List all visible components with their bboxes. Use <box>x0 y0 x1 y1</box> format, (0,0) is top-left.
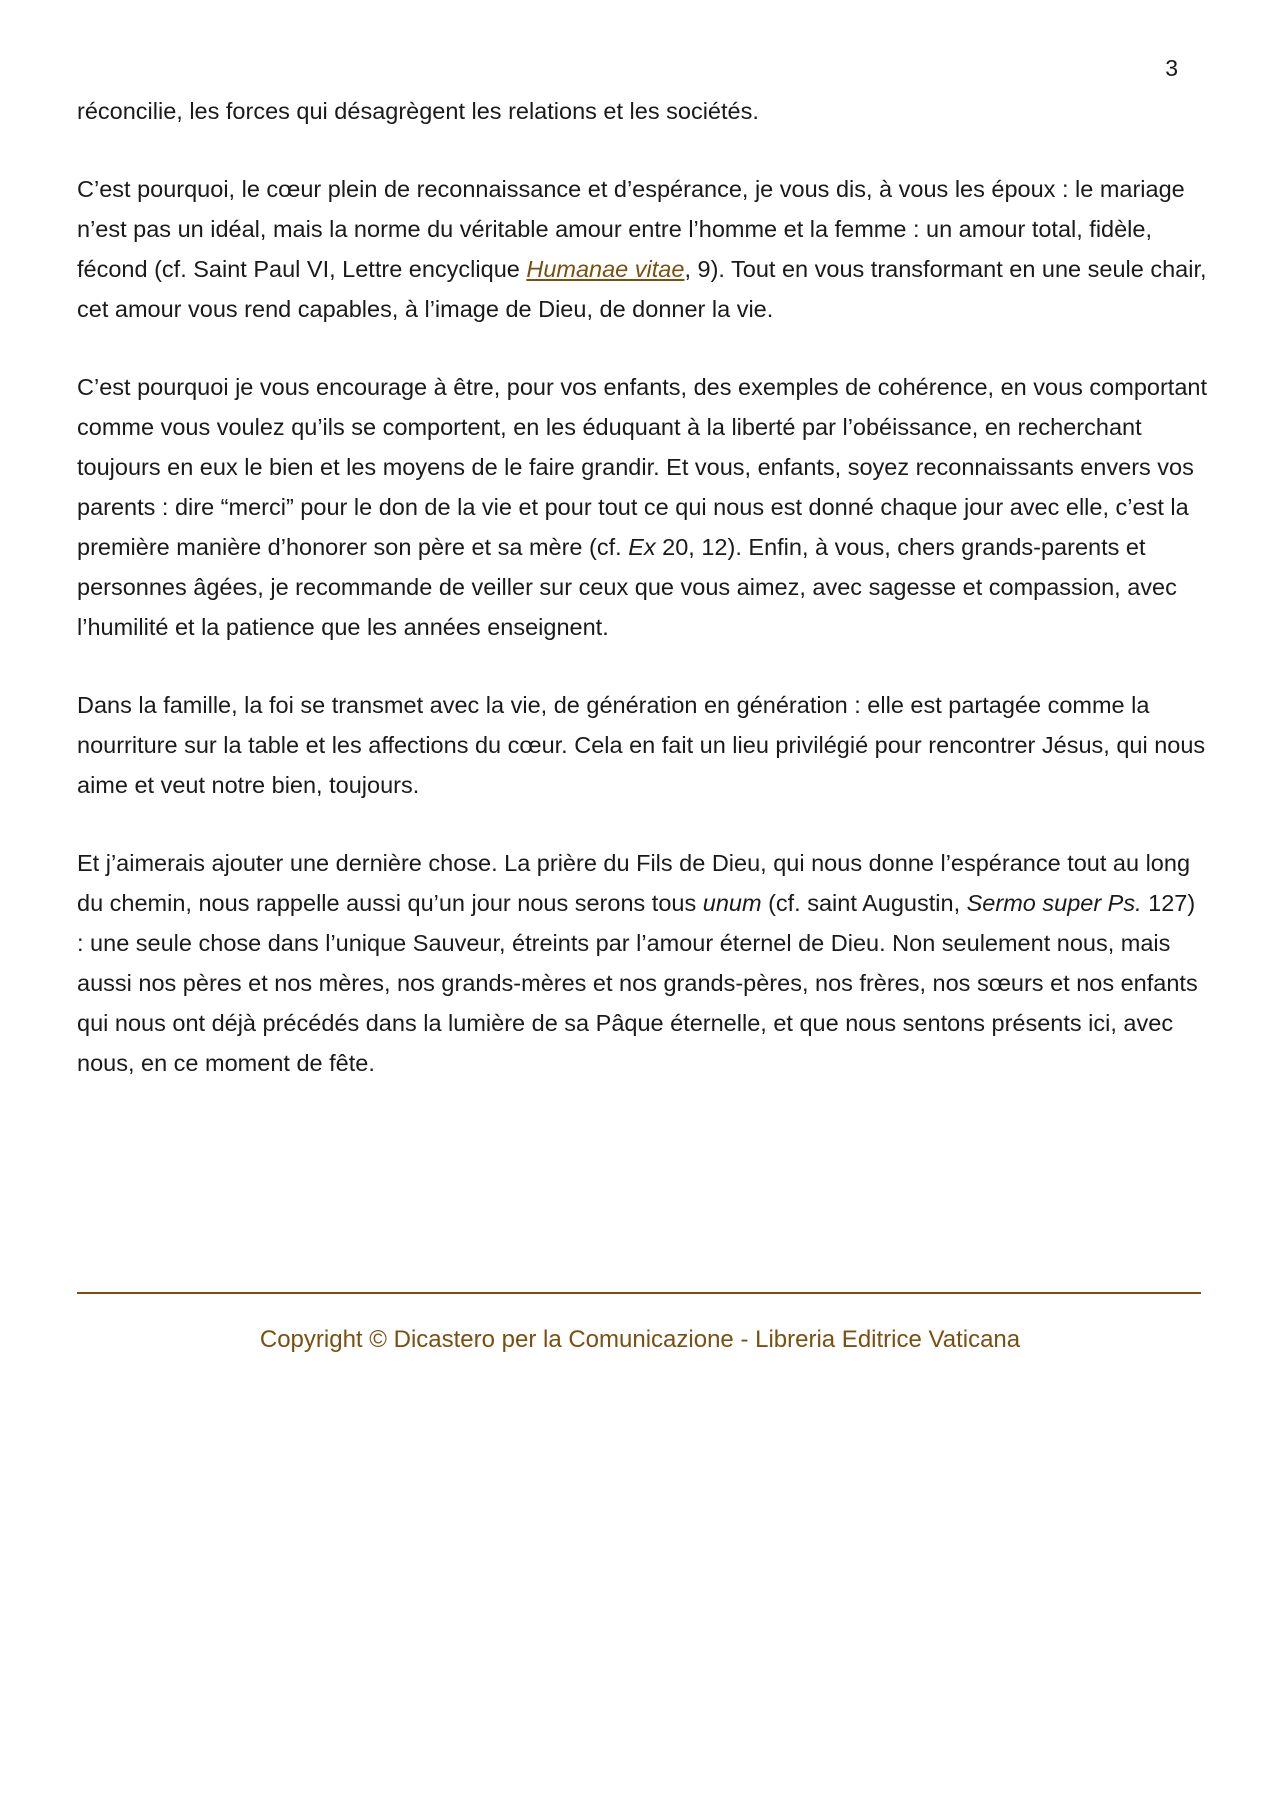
paragraph-text: réconcilie, les forces qui désagrègent les relations et les sociétés. <box>77 98 759 124</box>
term-unum: unum <box>702 890 762 916</box>
copyright-notice: Copyright © Dicastero per la Comunicazione - Libreria Editrice Vaticana <box>259 1326 1021 1353</box>
paragraph-prayer <box>77 843 1207 1083</box>
paragraph-text: C’est pourquoi je vous encourage à être, pour vos enfants, des exemples de cohérence, en vous comportant comme vous voulez qu’ils se comportent, en les éduquant à la liberté par l’obéissance, en recherchant toujours en eux le bien et les moyens de le faire grandir. Et vous, enfants, soyez reconnaissants envers vos parents : dire “merci” pour le don de la vie et pour tout ce qui nous est donné chaque jour avec elle, c’est la première manière d’honorer son père et sa mère (cf. <box>77 374 1207 560</box>
paragraph-text: 127) : une seule chose dans l’unique Sauveur, étreints par l’amour éternel de Dieu. Non seulement nous, mais aussi nos pères et nos mères, nos grands-mères et nos grands-pères, nos frères, nos sœurs et nos enfants qui nous ont déjà précédés dans la lumière de sa Pâque éternelle, et que nous sentons présents ici, avec nous, en ce moment de fête. <box>77 890 1198 1076</box>
citation-sermo: Sermo super Ps. <box>966 890 1142 916</box>
paragraph-marriage <box>77 169 1207 329</box>
paragraph-text: , 9). Tout en vous transformant en une seule chair, cet amour vous rend capables, à l’image de Dieu, de donner la vie. <box>77 256 1207 322</box>
page-number: 3 <box>1165 55 1178 81</box>
citation-ex: Ex <box>628 534 656 560</box>
paragraph-text: Dans la famille, la foi se transmet avec la vie, de génération en génération : elle est partagée comme la nourriture sur la table et les affections du cœur. Cela en fait un lieu privilégié pour rencontrer Jésus, qui nous aime et veut notre bien, toujours. <box>77 692 1206 798</box>
paragraph-text: Et j’aimerais ajouter une dernière chose. La prière du Fils de Dieu, qui nous donne l’espérance tout au long du chemin, nous rappelle aussi qu’un jour nous serons tous <box>77 850 1191 916</box>
paragraph-text: C’est pourquoi, le cœur plein de reconnaissance et d’espérance, je vous dis, à vous les époux : le mariage n’est pas un idéal, mais la norme du véritable amour entre l’homme et la femme : un amour total, fidèle, fécond (cf. Saint Paul VI, Lettre encyclique <box>77 176 1185 282</box>
paragraph-continuation <box>77 91 1207 131</box>
footer-divider <box>77 1292 1201 1294</box>
humanae-vitae-link[interactable]: Humanae vitae <box>526 256 685 282</box>
paragraph-faith-family <box>77 685 1207 805</box>
paragraph-parents-children <box>77 367 1207 647</box>
paragraph-text: 20, 12). Enfin, à vous, chers grands-parents et personnes âgées, je recommande de veiller sur ceux que vous aimez, avec sagesse et compassion, avec l’humilité et la patience que les années enseignent. <box>77 534 1177 640</box>
paragraph-text: (cf. saint Augustin, <box>761 890 967 916</box>
document-body <box>77 91 1207 1121</box>
